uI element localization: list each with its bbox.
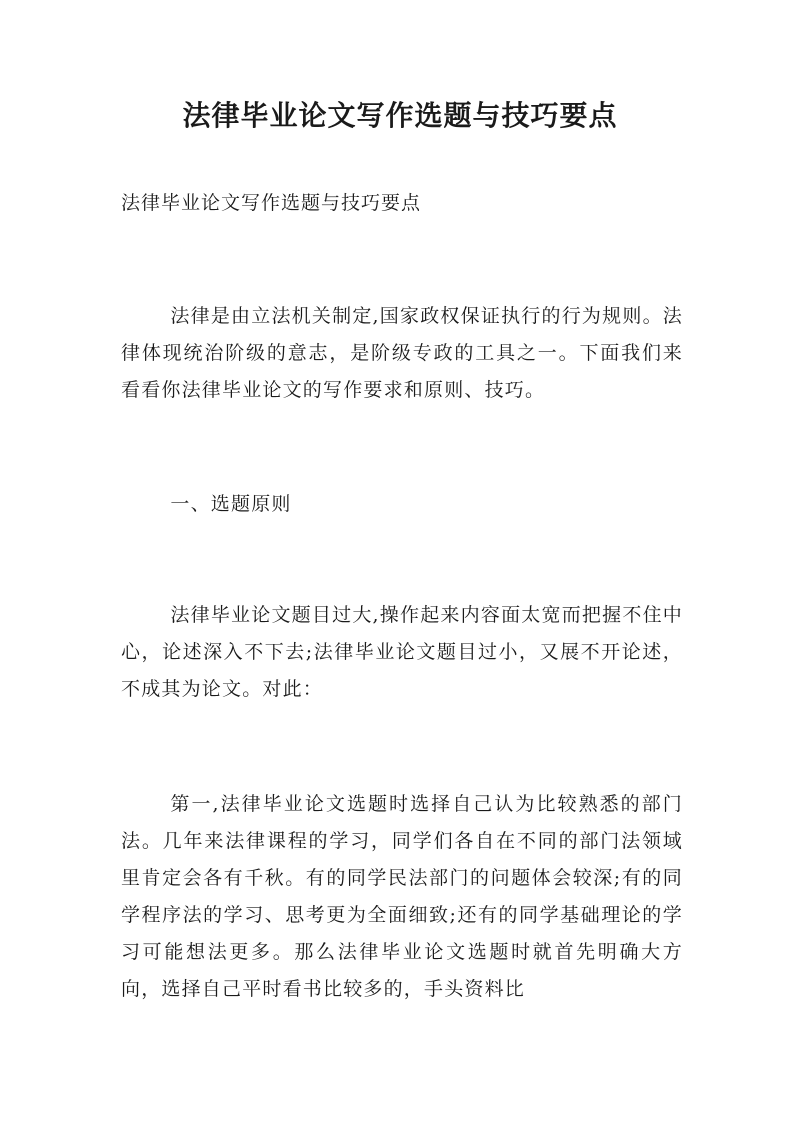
paragraph-topic-scope: 法律毕业论文题目过大,操作起来内容面太宽而把握不住中心，论述深入不下去;法律毕业论文题目过小，又展不开论述，不成其为论文。对此： bbox=[121, 604, 683, 700]
paragraph-first-principle: 第一,法律毕业论文选题时选择自己认为比较熟悉的部门法。几年来法律课程的学习，同学们各自在不同的部门法领域里肯定会各有千秋。有的同学民法部门的问题体会较深;有的同学程序法的学习、思考更为全面细致;还有的同学基础理论的学习可能想法更多。那么法律毕业论文选题时就首先明确大方向，选择自己平时看书比较多的，手头资料比 bbox=[121, 793, 683, 1000]
document-title: 法律毕业论文写作选题与技巧要点 bbox=[182, 99, 618, 132]
paragraph-intro: 法律是由立法机关制定,国家政权保证执行的行为规则。法律体现统治阶级的意志，是阶级专政的工具之一。下面我们来看看你法律毕业论文的写作要求和原则、技巧。 bbox=[121, 305, 683, 401]
section-heading-topic-principles: 一、选题原则 bbox=[170, 493, 292, 515]
document-subtitle: 法律毕业论文写作选题与技巧要点 bbox=[121, 192, 422, 214]
